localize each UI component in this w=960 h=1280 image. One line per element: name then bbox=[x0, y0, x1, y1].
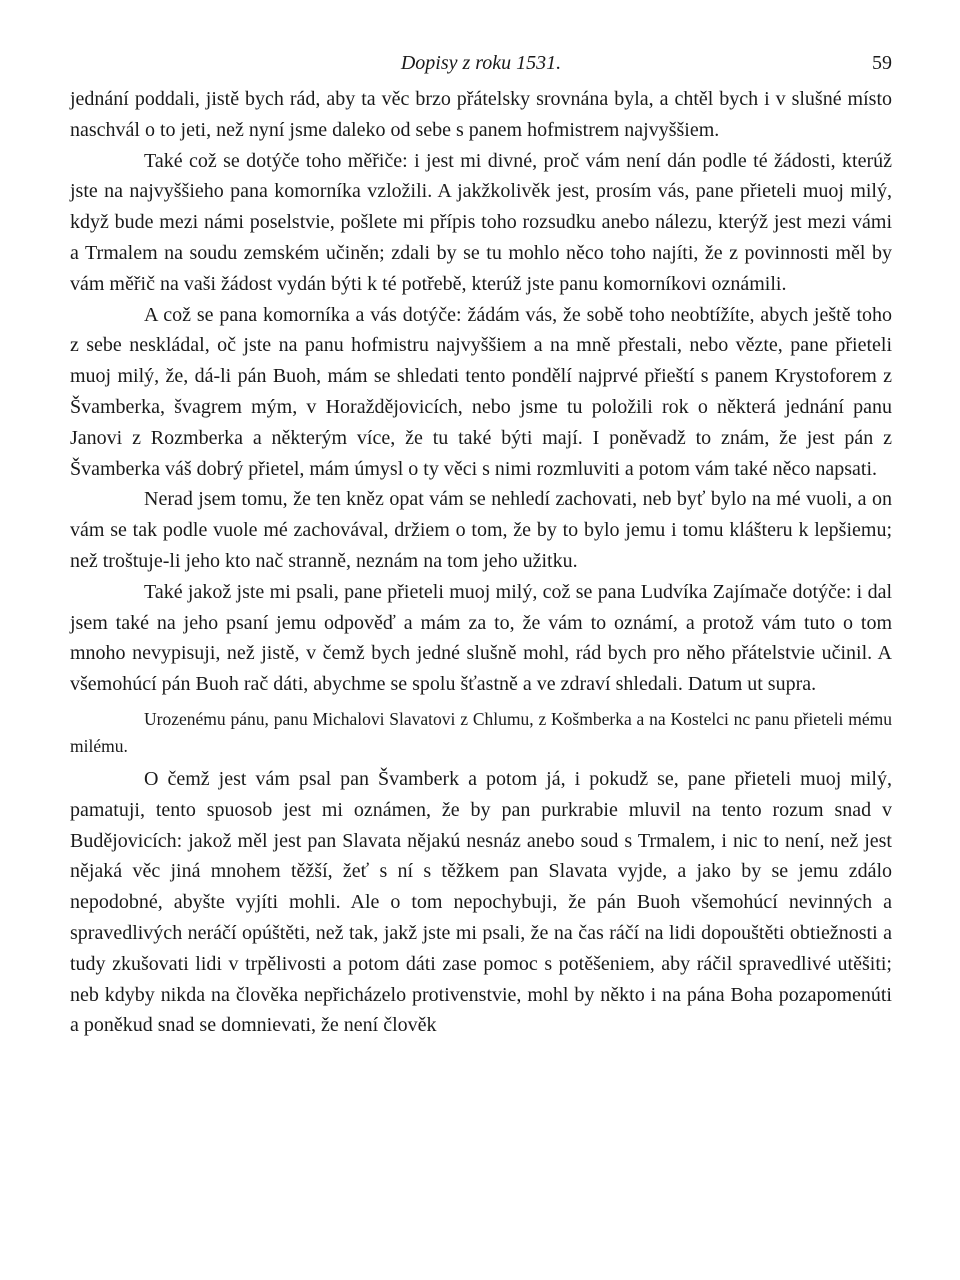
paragraph-3: A což se pana komorníka a vás dotýče: žádám vás, že sobě toho neobtížíte, abych ještě toho z sebe neskládal, oč jste na panu hofmistru najvyššiem a na mně přestali, nebo vězte, pane přieteli muoj milý, že, dá-li pán Buoh, mám se shledati tento pondělí najprvé přieští s panem Krystoforem z Švamberka, švagrem mým, v Horaždějovicích, nebo jsme tu položili rok o některá jednání panu Janovi z Rozmberka a některým více, že tu také býti mají. I poněvadž to znám, že jest pán z Švamberka váš dobrý přietel, mám úmysl o ty věci s nimi rozmluviti a potom vám také něco napsati. bbox=[70, 303, 892, 480]
page-number: 59 bbox=[872, 52, 892, 74]
page-header bbox=[70, 44, 892, 84]
running-title: Dopisy z roku 1531. bbox=[400, 52, 562, 74]
paragraph-2: Také což se dotýče toho měřiče: i jest mi divné, proč vám není dán podle té žádosti, kterúž jste na najvyššieho pana komorníka vzložili. A jakžkolivěk jest, prosím vás, pane přieteli muoj milý, když bude mezi námi poselstvie, pošlete mi přípis toho rozsudku anebo nálezu, kterýž jest mezi vámi a Trmalem na soudu zemském učiněn; zdali by se tu mohlo něco toho najíti, že z povinnosti měl by vám měřič na vaši žádost vydán býti k té potřebě, kterúž jste panu komorníkovi oznámili. bbox=[70, 149, 892, 295]
paragraph-4: Nerad jsem tomu, že ten kněz opat vám se nehledí zachovati, neb byť bylo na mé vuoli, a on vám se tak podle vuole mé zachovával, držiem o tom, že by to bylo jemu i tomu klášteru k lepšiemu; než troštuje-li jeho kto nač stranně, neznám na tom jeho užitku. bbox=[70, 488, 892, 572]
closing-paragraph: O čemž jest vám psal pan Švamberk a potom já, i pokudž se, pane přieteli muoj milý, pamatuji, tento spuosob jest mi oznámen, že by pan purkrabie mluvil na tento rozum snad v Budějovicích: jakož měl jest pan Slavata nějakú nesnáz anebo soud s Trmalem, i nic to není, než jest nějaká věc jiná mnohem těžší, žeť s ní s těžkem pan Slavata vyjde, a jako by se jemu zdálo nepodobné, abyšte vyjíti mohli. Ale o tom nepochybuji, že pán Buoh všemohúcí nevinných a spravedlivých neráčí opúštěti, než tak, jakž jste mi psali, že na čas ráčí na lidi dopouštěti obtiežnosti a tudy zkušovati lidi v trpělivosti a potom dáti zase pomoc s potěšeniem, aby ráčil spravedlivé utěšiti; neb kdyby nikda na člověka nepřicházelo protivenstvie, mohl by někto i na pána Boha pozapomenúti a poněkud snad se domnievati, že není člověk bbox=[70, 767, 892, 1037]
document-page bbox=[70, 44, 892, 1041]
letter-address: Urozenému pánu, panu Michalovi Slavatovi z Chlumu, z Košmberka a na Kostelci nc panu přieteli mému milému. bbox=[70, 708, 892, 756]
paragraph-5: Také jakož jste mi psali, pane přieteli muoj milý, což se pana Ludvíka Zajímače dotýče: i dal jsem také na jeho psaní jemu odpověď a mám za to, že vám to oznámí, a protož vám tuto o tom mnoho nevypisuji, než jistě, v čemž bych jedné slušně mohl, rád bych pro něho přátelstvie učinil. A všemohúcí pán Buoh rač dáti, abychme se spolu šťastně a ve zdraví shledali. Datum ut supra. bbox=[70, 580, 892, 696]
paragraph-1: jednání poddali, jistě bych rád, aby ta věc brzo přátelsky srovnána byla, a chtěl bych i v slušné místo naschvál o to jeti, než nyní jsme daleko od sebe s panem hofmistrem najvyššiem. bbox=[70, 88, 892, 141]
body-text bbox=[70, 84, 892, 1041]
